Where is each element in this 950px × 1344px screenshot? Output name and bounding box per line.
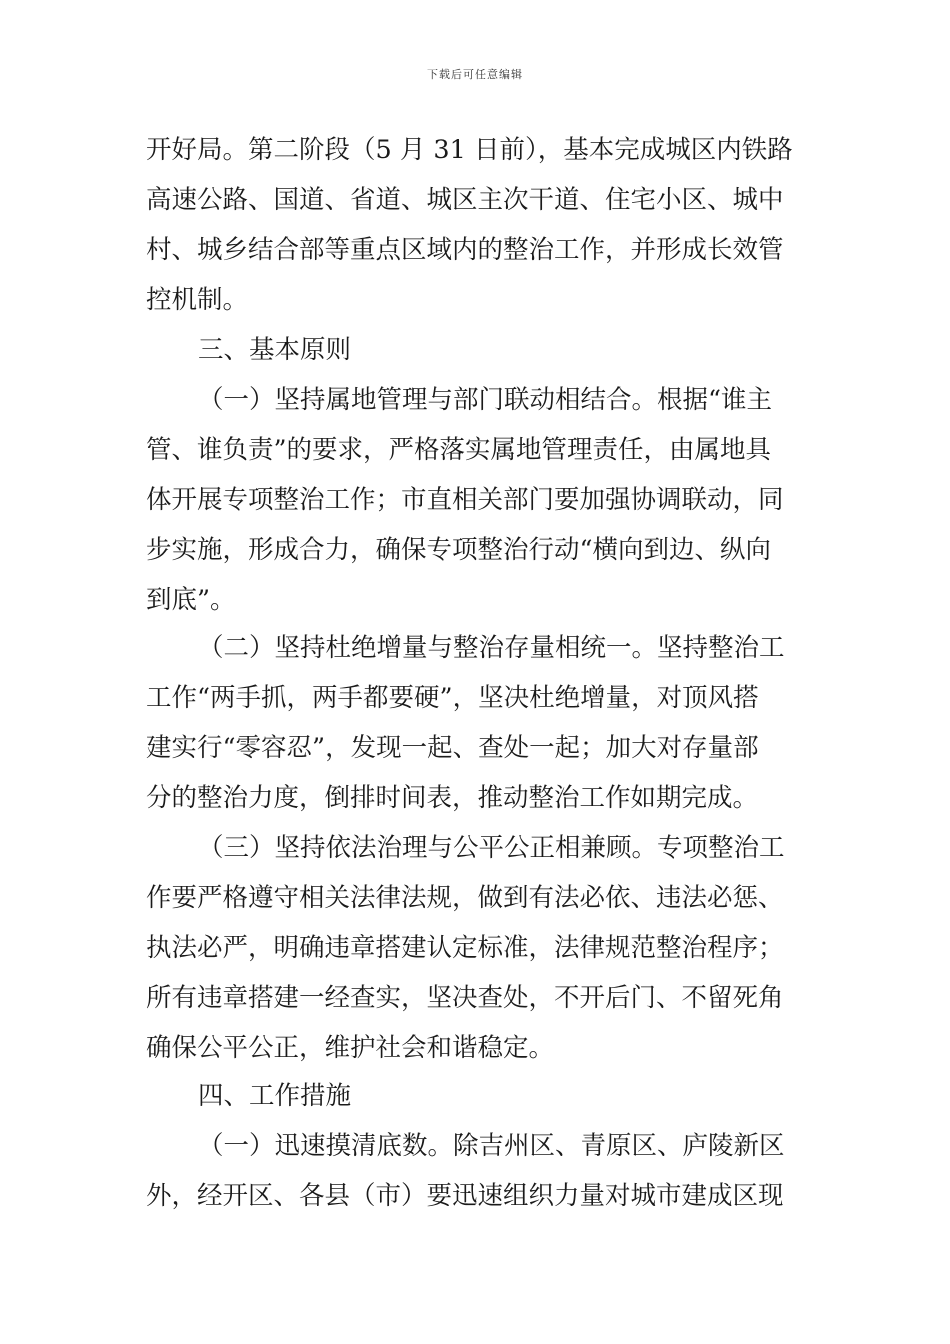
section-heading: 三、基本原则 [198, 335, 352, 365]
paragraph-line: 确保公平公正，维护社会和谐稳定。 [146, 1033, 555, 1063]
paragraph-line: 步实施，形成合力，确保专项整治行动“横向到边、纵向 [146, 535, 772, 565]
paragraph-line: 村、城乡结合部等重点区域内的整治工作，并形成长效管 [146, 235, 784, 265]
paragraph-line: 分的整治力度，倒排时间表，推动整治工作如期完成。 [146, 783, 759, 813]
paragraph-line: 执法必严，明确违章搭建认定标准，法律规范整治程序； [146, 933, 784, 963]
paragraph-line: 高速公路、国道、省道、城区主次干道、住宅小区、城中 [146, 185, 784, 215]
paragraph-line: 控机制。 [146, 285, 249, 315]
paragraph-line: 所有违章搭建一经查实，坚决查处，不开后门、不留死角 [146, 983, 784, 1013]
paragraph-line: 作要严格遵守相关法律法规，做到有法必依、违法必惩、 [146, 883, 784, 913]
paragraph-line: 工作“两手抓，两手都要硬”，坚决杜绝增量，对顶风搭 [146, 683, 759, 713]
paragraph-line: 体开展专项整治工作；市直相关部门要加强协调联动，同 [146, 485, 784, 515]
paragraph-line: 外，经开区、各县（市）要迅速组织力量对城市建成区现 [146, 1181, 784, 1211]
paragraph-line: 到底”。 [146, 585, 236, 615]
paragraph-line: 管、谁负责”的要求，严格落实属地管理责任，由属地具 [146, 435, 772, 465]
paragraph-line: 开好局。第二阶段（5 月 31 日前），基本完成城区内铁路 [146, 135, 793, 165]
page-header-note: 下载后可任意编辑 [427, 68, 523, 81]
paragraph-line: 建实行“零容忍”，发现一起、查处一起；加大对存量部 [146, 733, 759, 763]
paragraph-line: （一）坚持属地管理与部门联动相结合。根据“谁主 [198, 385, 773, 415]
paragraph-line: （三）坚持依法治理与公平公正相兼顾。专项整治工 [198, 833, 785, 863]
paragraph-line: （一）迅速摸清底数。除吉州区、青原区、庐陵新区 [198, 1131, 785, 1161]
section-heading: 四、工作措施 [198, 1081, 352, 1111]
paragraph-line: （二）坚持杜绝增量与整治存量相统一。坚持整治工 [198, 633, 785, 663]
